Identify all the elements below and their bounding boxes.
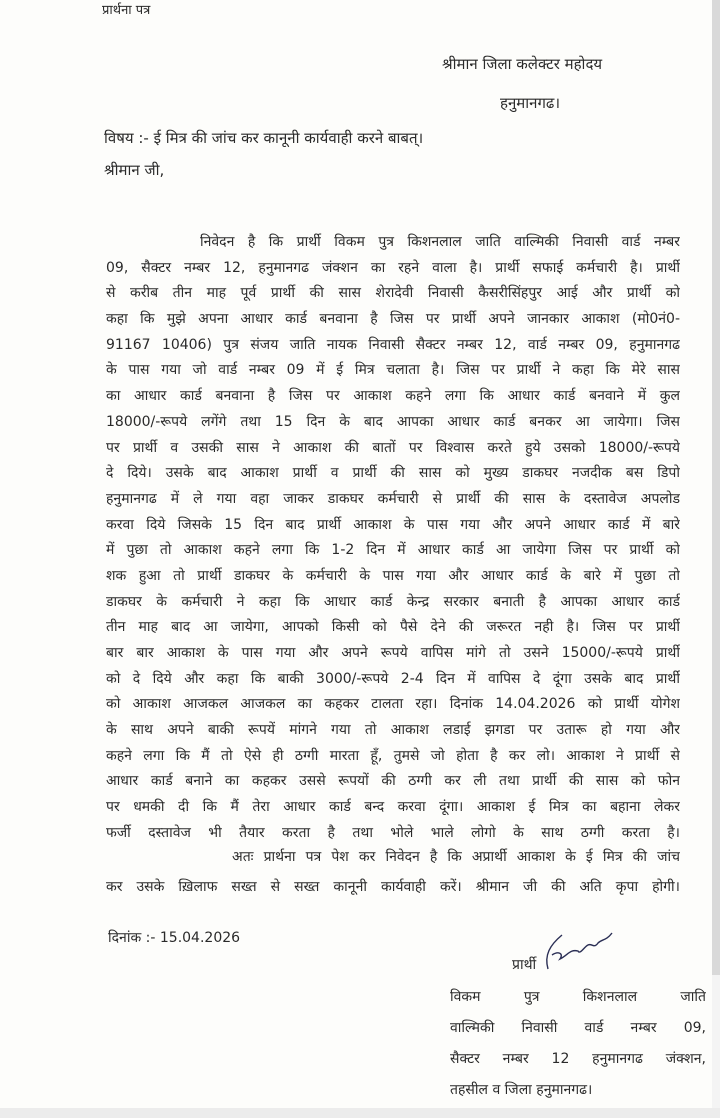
addressee-city: हनुमानगढ। (500, 94, 561, 112)
text-line: 91167 10406) पुत्र संजय जाति नायक निवासी सैक्टर नम्बर 12, वार्ड नम्बर 09, हनुमानगढ (106, 336, 680, 353)
letter-body (106, 230, 680, 847)
signature (540, 925, 620, 975)
text-line: पर प्रार्थी व उसकी सास ने आकाश की बातों पर विश्वास करते हुये उसको 18000/-रूपये (106, 439, 680, 456)
text-line: निवेदन है कि प्रार्थी विकम पुत्र किशनलाल जाति वाल्मिकी निवासी वार्ड नम्बर (200, 234, 680, 250)
text-line: कहने लगा कि मैं तो ऐसे ही ठग्गी मारता हूँ, तुमसे जो होता है कर लो। आकाश ने प्रार्थी से (106, 747, 680, 764)
background-edge (712, 0, 720, 975)
background-edge (0, 1108, 720, 1118)
text-line: दे दिये। उसके बाद आकाश प्रार्थी व प्रार्थी की सास को मुख्य डाकघर नजदीक बस डिपो (106, 465, 680, 482)
text-line: कर उसके ख़िलाफ सख्त से सख्त कानूनी कार्यवाही करें। श्रीमान जी की अति कृपा होगी। (106, 879, 680, 895)
document-title: प्रार्थना पत्र (102, 3, 151, 18)
text-line: को आकाश आजकल आजकल का कहकर टालता रहा। दिनांक 14.04.2026 को प्रार्थी योगेश (106, 696, 680, 713)
text-line: डाकघर के कर्मचारी ने कहा कि आधार कार्ड केन्द्र सरकार बनाती है आपका आधार कार्ड (106, 593, 680, 610)
text-line: को दे दिये और कहा कि बाकी 3000/-रूपये 2-4 दिन में वापिस दे दूंगा उसके बाद प्रार्थी (106, 670, 680, 687)
text-line: पर धमकी दी कि मैं तेरा आधार कार्ड बन्द करवा दूंगा। आकाश ई मित्र का बहाना लेकर (106, 799, 680, 816)
text-line: में पुछा तो आकाश कहने लगा कि 1-2 दिन में आधार कार्ड आ जायेगा जिस पर प्रार्थी को (106, 542, 680, 559)
applicant-address (450, 982, 706, 1106)
text-line: आधार कार्ड बनाने का कहकर उससे रूपयों की ठग्गी कर ली तथा प्रार्थी की सास को फोन (106, 773, 680, 790)
text-line: हनुमानगढ में ले गया वहा जाकर डाकघर कर्मचारी से प्रार्थी की सास के दस्तावेज अपलोड (106, 490, 680, 507)
text-line: तहसील व जिला हनुमानगढ। (450, 1082, 593, 1098)
text-line: के पास गया जो वार्ड नम्बर 09 में ई मित्र चलाता है। जिस पर प्रार्थी ने कहा कि मेरे सास (106, 362, 680, 379)
text-line: फर्जी दस्तावेज भी तैयार करता है तथा भोले भाले लोगो के साथ ठग्गी करता है। (106, 824, 680, 841)
text-line: 09, सैक्टर नम्बर 12, हनुमानगढ जंक्शन का रहने वाला है। प्रार्थी सफाई कर्मचारी है। प्रार्थी (106, 259, 680, 276)
letter-date: दिनांक :- 15.04.2026 (108, 930, 241, 946)
text-line: कहा कि मुझे अपना आधार कार्ड बनवाना है जिस पर प्रार्थी अपने जानकार आकाश (मो0नं0- (106, 311, 680, 328)
closing-paragraph (106, 842, 680, 902)
salutation: श्रीमान जी, (104, 161, 165, 179)
text-line: सैक्टर नम्बर 12 हनुमानगढ जंक्शन, (450, 1051, 706, 1067)
text-line: का आधार कार्ड बनवाना है जिस पर आकाश कहने लगा कि आधार कार्ड बनवाने में कुल (106, 388, 680, 405)
subject-line: विषय :- ई मित्र की जांच कर कानूनी कार्यवाही करने बाबत्। (104, 129, 424, 147)
text-line: शक हुआ तो प्रार्थी डाकघर के कर्मचारी के पास गया और आधार कार्ड के बारे में पुछा तो (106, 567, 680, 584)
text-line: विकम पुत्र किशनलाल जाति (450, 989, 706, 1005)
text-line: बार बार आकाश के पास गया और अपने रूपये वापिस मांगे तो उसने 15000/-रूपये प्रार्थी (106, 645, 680, 661)
applicant-label: प्रार्थी (512, 957, 537, 973)
text-line: अतः प्रार्थना पत्र पेश कर निवेदन है कि अप्रार्थी आकाश के ई मित्र की जांच (232, 849, 680, 865)
text-line: तीन माह बाद आ जायेगा, आपको किसी को पैसे देने की जरूरत नही है। जिस पर प्रार्थी (106, 619, 680, 636)
text-line: करवा दिये जिसके 15 दिन बाद प्रार्थी आकाश के पास गया और अपने आधार कार्ड में बारे (106, 516, 680, 533)
text-line: से करीब तीन माह पूर्व प्रार्थी की सास शेरादेवी निवासी कैसरीसिंहपुर आई और प्रार्थी को (106, 285, 680, 302)
text-line: वाल्मिकी निवासी वार्ड नम्बर 09, (450, 1020, 706, 1036)
text-line: 18000/-रूपये लगेंगे तथा 15 दिन के बाद आपका आधार कार्ड बनकर आ जायेगा। जिस (106, 413, 680, 430)
text-line: के साथ अपने बाकी रूपयें मांगने गया तो आकाश लडाई झगडा पर उतारू हो गया और (106, 722, 680, 739)
addressee-line: श्रीमान जिला कलेक्टर महोदय (442, 55, 603, 73)
